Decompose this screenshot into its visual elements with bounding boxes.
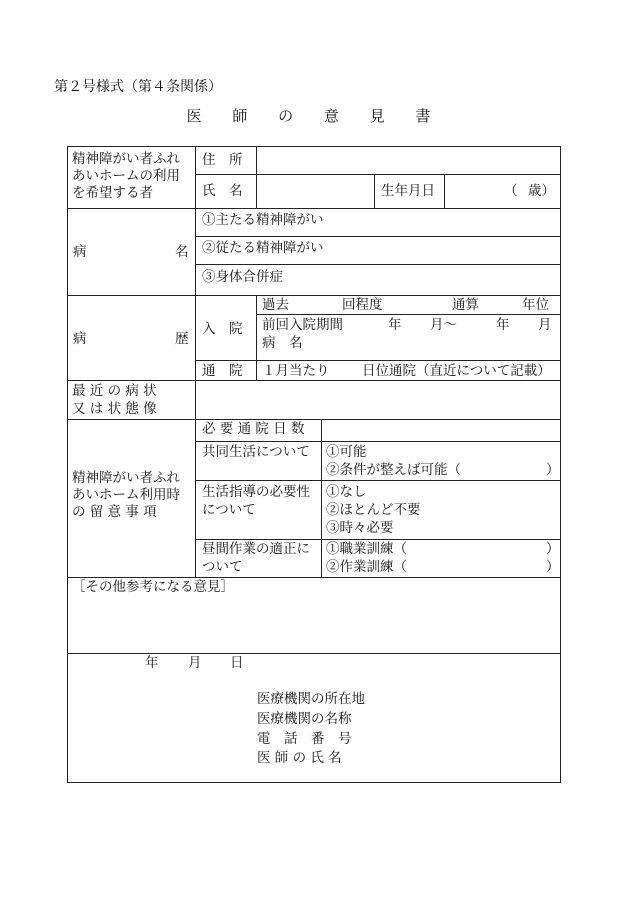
disease-secondary: ②従たる精神障がい xyxy=(202,240,324,256)
period-year-1: 年 xyxy=(388,317,402,333)
guidance-label-line1: 生活指導の必要性 xyxy=(202,484,310,500)
daytime-option-2: ②作業訓練（ xyxy=(326,559,407,575)
daytime-close-paren-1: ） xyxy=(546,541,560,557)
signature-day: 日 xyxy=(230,655,244,671)
applicant-label-line2: あいホームの利用 xyxy=(72,168,180,184)
history-total: 通算 xyxy=(452,297,479,313)
previous-admission-period: 前回入院期間 xyxy=(262,317,343,333)
condition-label-line1: 最 近 の 病 状 xyxy=(72,383,157,399)
applicant-label-line1: 精神障がい者ふれ xyxy=(72,151,180,167)
communal-living-label: 共同生活について xyxy=(202,444,310,460)
guidance-option-2: ②ほとんど不要 xyxy=(326,502,421,518)
admission-label: 入 院 xyxy=(202,321,243,337)
guidance-label-line2: について xyxy=(202,502,256,518)
signature-year: 年 xyxy=(145,655,159,671)
period-year-2: 年 xyxy=(496,317,510,333)
institution-name-label: 医療機関の名称 xyxy=(257,711,352,727)
period-month-2: 月 xyxy=(538,317,552,333)
institution-address-label: 医療機関の所在地 xyxy=(257,691,365,707)
daytime-work-label-line2: ついて xyxy=(202,559,243,575)
condition-label-line2: 又 は 状 態 像 xyxy=(72,401,157,417)
history-years: 年位 xyxy=(522,297,549,313)
daytime-option-1: ①職業訓練（ xyxy=(326,541,407,557)
daytime-close-paren-2: ） xyxy=(546,559,560,575)
disease-label-right: 名 xyxy=(175,244,189,260)
age-open-paren: （ xyxy=(504,183,518,199)
address-label: 住 所 xyxy=(202,152,243,168)
history-label-left: 病 xyxy=(73,331,87,347)
outpatient-per-month: １月当たり xyxy=(262,363,330,379)
guidance-option-3: ③時々必要 xyxy=(326,520,394,536)
opinion-form-table xyxy=(67,146,561,783)
age-unit: 歳） xyxy=(528,183,555,199)
period-month-1: 月～ xyxy=(430,317,457,333)
guidance-option-1: ①なし xyxy=(326,484,367,500)
daytime-work-label-line1: 昼間作業の適正に xyxy=(202,541,310,557)
communal-option-2: ②条件が整えば可能（ xyxy=(326,462,461,478)
disease-main: ①主たる精神障がい xyxy=(202,212,324,228)
notes-label-line2: あいホーム利用時 xyxy=(72,487,180,503)
outpatient-days-text: 日位通院（直近について記載） xyxy=(362,363,551,379)
history-label-right: 歴 xyxy=(175,331,189,347)
birthdate-label: 生年月日 xyxy=(381,183,435,199)
doctor-name-label: 医 師 の 氏 名 xyxy=(257,750,342,766)
history-disease-name: 病 名 xyxy=(262,335,303,351)
name-label: 氏 名 xyxy=(202,183,243,199)
form-number: 第２号様式（第４条関係） xyxy=(54,79,222,95)
communal-option-1: ①可能 xyxy=(326,444,367,460)
disease-label-left: 病 xyxy=(73,244,87,260)
disease-physical: ③身体合併症 xyxy=(202,269,283,285)
history-times: 回程度 xyxy=(342,297,383,313)
other-opinion-label: ［その他参考になる意見］ xyxy=(72,579,234,595)
notes-label-line3: の 留 意 事 項 xyxy=(72,504,157,520)
document-title: 医 師 の 意 見 書 xyxy=(186,107,444,125)
outpatient-label: 通 院 xyxy=(202,363,243,379)
notes-label-line1: 精神障がい者ふれ xyxy=(72,470,180,486)
required-outpatient-days: 必 要 通 院 日 数 xyxy=(202,421,305,437)
applicant-label-line3: を希望する者 xyxy=(72,185,153,201)
phone-number-label: 電 話 番 号 xyxy=(257,731,352,747)
signature-month: 月 xyxy=(188,655,202,671)
history-past: 過去 xyxy=(262,297,289,313)
communal-close-paren: ） xyxy=(546,462,560,478)
